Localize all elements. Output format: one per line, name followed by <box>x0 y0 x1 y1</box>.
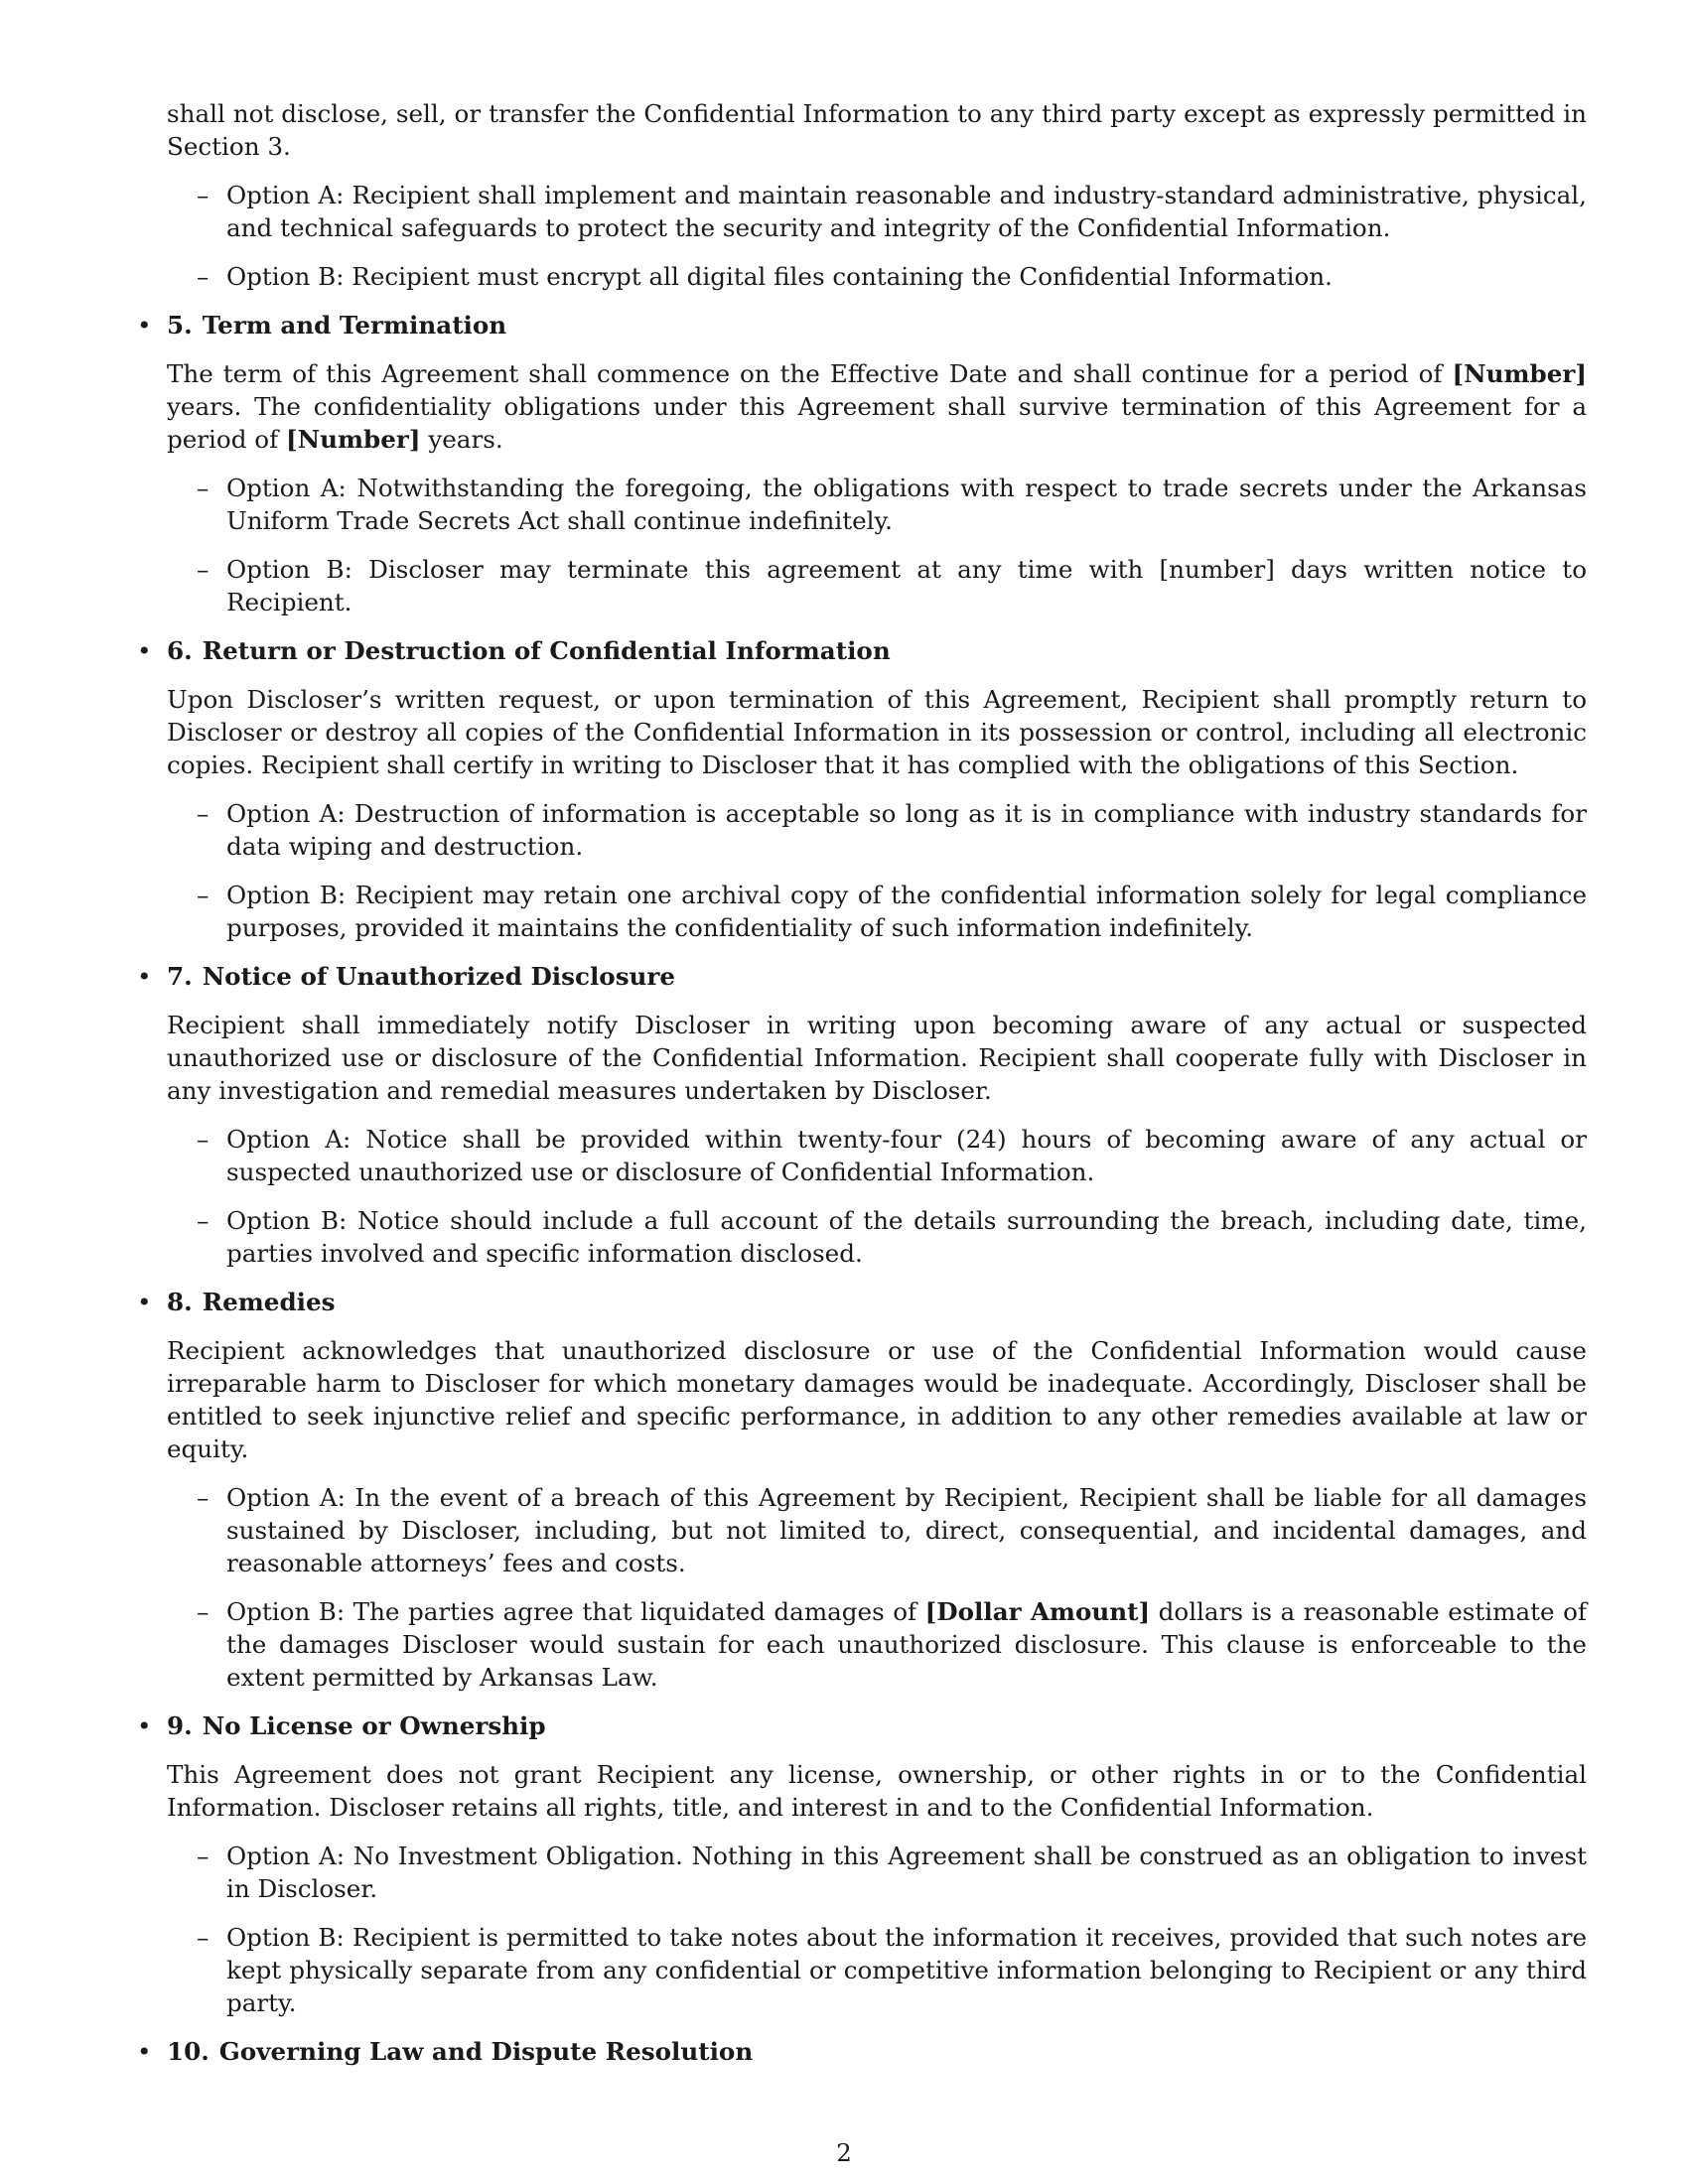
section-number: 5. <box>167 311 193 340</box>
bullet-marker: • <box>137 1288 152 1316</box>
bullet-marker: • <box>137 636 152 665</box>
option-list <box>167 797 1587 944</box>
section-heading <box>137 1286 1587 1318</box>
section-number: 7. <box>167 962 193 991</box>
section-heading <box>137 960 1587 993</box>
option-text: Option B: The parties agree that liquidated damages of <box>226 1597 917 1626</box>
option-text: Option A: Recipient shall implement and maintain reasonable and industry-standard administrative, physical, and technical safeguards to protect the security and integrity of the Confidential Information. <box>226 181 1587 242</box>
text-run: years. <box>428 425 503 454</box>
section-4-continuation <box>167 97 1587 293</box>
paragraph: Upon Discloser’s written request, or upon termination of this Agreement, Recipient shall promptly return to Discloser or destroy all copies of the Confidential Information in its possession or control, including all electronic copies. Recipient shall certify in writing to Discloser that it has complied with the obligations of this Section. <box>167 685 1587 779</box>
text-run: The term of this Agreement shall commence on the Effective Date and shall continue for a period of <box>167 359 1443 388</box>
placeholder: [Number] <box>1452 359 1587 388</box>
option-item <box>167 553 1587 618</box>
option-item <box>167 260 1587 293</box>
section-number: 9. <box>167 1711 193 1740</box>
paragraph: shall not disclose, sell, or transfer the Confidential Information to any third party except as expressly permitted in Section 3. <box>167 99 1587 161</box>
placeholder: [Number] <box>286 425 421 454</box>
option-text: Option B: Discloser may terminate this agreement at any time with [number] days written notice to Recipient. <box>226 555 1587 616</box>
bullet-marker: • <box>137 2037 152 2066</box>
section-number: 6. <box>167 636 193 665</box>
paragraph: Recipient shall immediately notify Discloser in writing upon becoming aware of any actual or suspected unauthorized use or disclosure of the Confidential Information. Recipient shall cooperate fully with Discloser in any investigation and remedial measures undertaken by Discloser. <box>167 1011 1587 1105</box>
option-text: Option A: In the event of a breach of this Agreement by Recipient, Recipient shall be liable for all damages sustained by Discloser, including, but not limited to, direct, consequential, and incidental damages, and reasonable attorneys’ fees and costs. <box>226 1483 1587 1577</box>
section-title: Term and Termination <box>202 311 507 340</box>
option-text: Option B: Recipient may retain one archival copy of the confidential information solely for legal compliance purposes, provided it maintains the confidentiality of such information indefinitely. <box>226 881 1587 942</box>
bullet-marker: • <box>137 1711 152 1740</box>
paragraph <box>167 357 1587 456</box>
dash-marker: – <box>197 799 210 828</box>
paragraph: Recipient acknowledges that unauthorized disclosure or use of the Confidential Information would cause irreparable harm to Discloser for which monetary damages would be inadequate. Accordingly, Discloser shall be entitled to seek injunctive relief and specific performance, in addition to any other remedies available at law or equity. <box>167 1336 1587 1463</box>
section-heading <box>137 2035 1587 2068</box>
section-5 <box>137 309 1587 618</box>
option-text: Option B: Notice should include a full account of the details surrounding the breach, including date, time, parties involved and specific information disclosed. <box>226 1206 1587 1268</box>
option-list <box>167 1123 1587 1270</box>
section-heading <box>137 1709 1587 1742</box>
option-item <box>167 1123 1587 1188</box>
option-text: Option B: Recipient is permitted to take notes about the information it receives, provided that such notes are kept physically separate from any confidential or competitive information belonging to Recipient or any third party. <box>226 1923 1587 2017</box>
paragraph: This Agreement does not grant Recipient any license, ownership, or other rights in or to the Confidential Information. Discloser retains all rights, title, and interest in and to the Confidential Information. <box>167 1760 1587 1822</box>
section-title: Governing Law and Dispute Resolution <box>218 2037 754 2066</box>
option-item <box>167 1204 1587 1270</box>
option-text: Option B: Recipient must encrypt all digital files containing the Confidential Information. <box>226 262 1333 291</box>
dash-marker: – <box>197 262 210 291</box>
section-6 <box>137 634 1587 944</box>
option-text: Option A: Notice shall be provided within twenty-four (24) hours of becoming aware of any actual or suspected unauthorized use or disclosure of Confidential Information. <box>226 1125 1587 1186</box>
dash-marker: – <box>197 555 210 584</box>
dash-marker: – <box>197 474 210 502</box>
option-item <box>167 472 1587 537</box>
option-item <box>167 1481 1587 1579</box>
option-item <box>167 1595 1587 1694</box>
section-heading <box>137 309 1587 341</box>
document-page <box>137 97 1587 2084</box>
option-item <box>167 179 1587 244</box>
section-10 <box>137 2035 1587 2068</box>
option-list <box>167 179 1587 293</box>
page-number: 2 <box>836 2138 852 2167</box>
option-list <box>167 1840 1587 2019</box>
option-list <box>167 472 1587 618</box>
option-item <box>167 879 1587 944</box>
dash-marker: – <box>197 1206 210 1235</box>
section-heading <box>137 634 1587 667</box>
option-text: Option A: Notwithstanding the foregoing, the obligations with respect to trade secrets under the Arkansas Uniform Trade Secrets Act shall continue indefinitely. <box>226 474 1587 535</box>
section-title: Return or Destruction of Confidential Information <box>202 636 891 665</box>
dash-marker: – <box>197 1125 210 1154</box>
option-item <box>167 1840 1587 1905</box>
option-text: Option A: No Investment Obligation. Nothing in this Agreement shall be construed as an obligation to invest in Discloser. <box>226 1842 1587 1903</box>
section-7 <box>137 960 1587 1270</box>
section-number: 8. <box>167 1288 193 1316</box>
bullet-marker: • <box>137 311 152 340</box>
placeholder: [Dollar Amount] <box>924 1597 1151 1626</box>
section-9 <box>137 1709 1587 2019</box>
section-8 <box>137 1286 1587 1694</box>
option-item <box>167 797 1587 863</box>
dash-marker: – <box>197 1842 210 1870</box>
dash-marker: – <box>197 1597 210 1626</box>
dash-marker: – <box>197 1483 210 1512</box>
dash-marker: – <box>197 181 210 209</box>
bullet-marker: • <box>137 962 152 991</box>
section-number: 10. <box>167 2037 210 2066</box>
option-item <box>167 1921 1587 2019</box>
section-title: Notice of Unauthorized Disclosure <box>202 962 676 991</box>
option-list <box>167 1481 1587 1694</box>
option-text: dollars is a reasonable estimate of the damages Discloser would sustain for each unauthorized disclosure. This clause is enforceable to the extent permitted by Arkansas Law. <box>226 1597 1587 1692</box>
section-title: Remedies <box>202 1288 336 1316</box>
dash-marker: – <box>197 1923 210 1952</box>
text-run: years. The confidentiality obligations under this Agreement shall survive termination of this Agreement for a period of <box>167 392 1587 454</box>
option-text: Option A: Destruction of information is acceptable so long as it is in compliance with industry standards for data wiping and destruction. <box>226 799 1587 861</box>
dash-marker: – <box>197 881 210 909</box>
section-title: No License or Ownership <box>202 1711 546 1740</box>
